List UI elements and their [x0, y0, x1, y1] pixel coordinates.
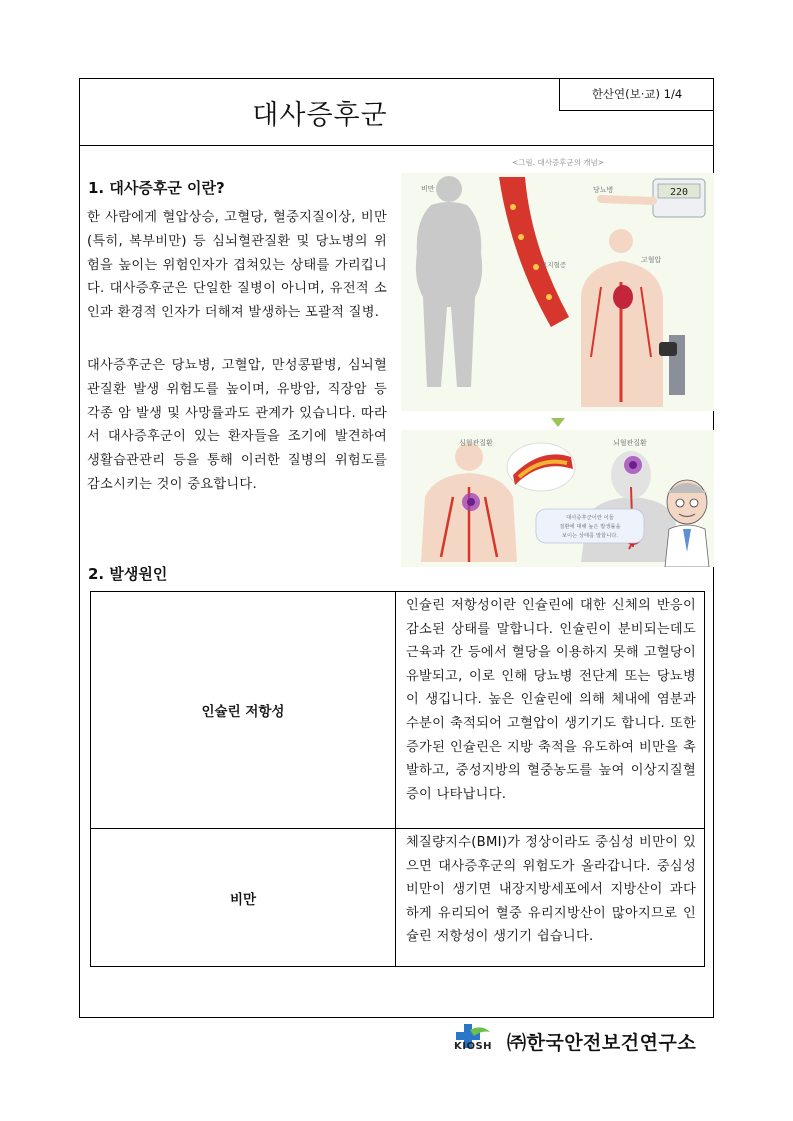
document-header: [80, 79, 713, 146]
speech-line2: 질환에 대해 높은 발생률을: [559, 524, 621, 530]
label-diabetes: 당뇨병: [593, 186, 614, 194]
label-obesity: 비만: [421, 185, 435, 193]
metabolic-syndrome-illustration: [401, 157, 714, 567]
illustration-caption: <그림. 대사증후군의 개념>: [511, 158, 605, 167]
speech-line3: 보이는 상태를 말합니다.: [561, 533, 619, 539]
label-cardiovascular: 심혈관질환: [459, 439, 493, 447]
organization-name: ㈜한국안전보건연구소: [507, 1032, 697, 1054]
section1-paragraph1: 한 사람에게 혈압상승, 고혈당, 혈중지질이상, 비만(특히, 복부비만) 등 심뇌혈관질환 및 당뇨병의 위험을 높이는 위험인자가 겹쳐있는 상태를 가리킵니다. 대사증후군은 단일한 질병이 아니며, 유전적 소인과 환경적 인자가 더해져 발생하는 포괄적 질병.: [87, 210, 387, 321]
logo-text: KIOSH: [454, 1041, 493, 1052]
vessel-closeup: [507, 443, 575, 491]
label-hyperlipidemia: 고지혈증: [541, 261, 567, 269]
down-arrow-icon: [551, 418, 565, 427]
glucose-reading: 220: [669, 187, 689, 198]
description-cell: 인슐린 저항성이란 인슐린에 대한 신체의 반응이 감소된 상태를 말합니다. 인슐린이 분비되는데도 근육과 간 등에서 혈당을 이용하지 못해 고혈당이 유발되고, 이로 인해 당뇨병 전단계 또는 당뇨병이 생깁니다. 높은 인슐린에 의해 체내에 염분과 수분이 축적되어 고혈압이 생기기도 합니다. 또한 증가된 인슐린은 지방 축적을 유도하여 비만을 촉발하고, 중성지방의 혈중농도를 높여 이상지질혈증이 나타납니다.: [396, 592, 705, 829]
table-row: [91, 592, 705, 829]
causes-table: [90, 591, 705, 967]
section1-heading: 1. 대사증후군 이란?: [88, 179, 225, 197]
label-hypertension: 고혈압: [641, 256, 662, 264]
section2-heading: 2. 발생원인: [88, 565, 168, 583]
factor-cell: 비만: [91, 829, 396, 967]
speech-line1: 대사증후군이란 이들: [566, 515, 614, 521]
table-row: [91, 829, 705, 967]
document-frame: [79, 78, 714, 1018]
speech-bubble: [536, 509, 644, 543]
page-title: 대사증후군: [252, 100, 388, 131]
document-number: 한산연(보·교) 1/4: [559, 78, 714, 111]
label-cerebrovascular: 뇌혈관질환: [613, 439, 647, 447]
section1-paragraph2: 대사증후군은 당뇨병, 고혈압, 만성콩팥병, 심뇌혈관질환 발생 위험도를 높이며, 유방암, 직장암 등 각종 암 발생 및 사망률과도 관계가 있습니다. 따라서 대사증후군이 있는 환자들을 조기에 발견하여 생활습관관리 등을 통해 이러한 질병의 위험도를 감소시키는 것이 중요합니다.: [87, 358, 387, 492]
factor-cell: 인슐린 저항성: [91, 592, 396, 829]
description-cell: 체질량지수(BMI)가 정상이라도 중심성 비만이 있으면 대사증후군의 위험도가 올라갑니다. 중심성 비만이 생기면 내장지방세포에서 지방산이 과다하게 유리되어 혈중 유리지방산이 많아지므로 인슐린 저항성이 생기기 쉽습니다.: [396, 829, 705, 967]
